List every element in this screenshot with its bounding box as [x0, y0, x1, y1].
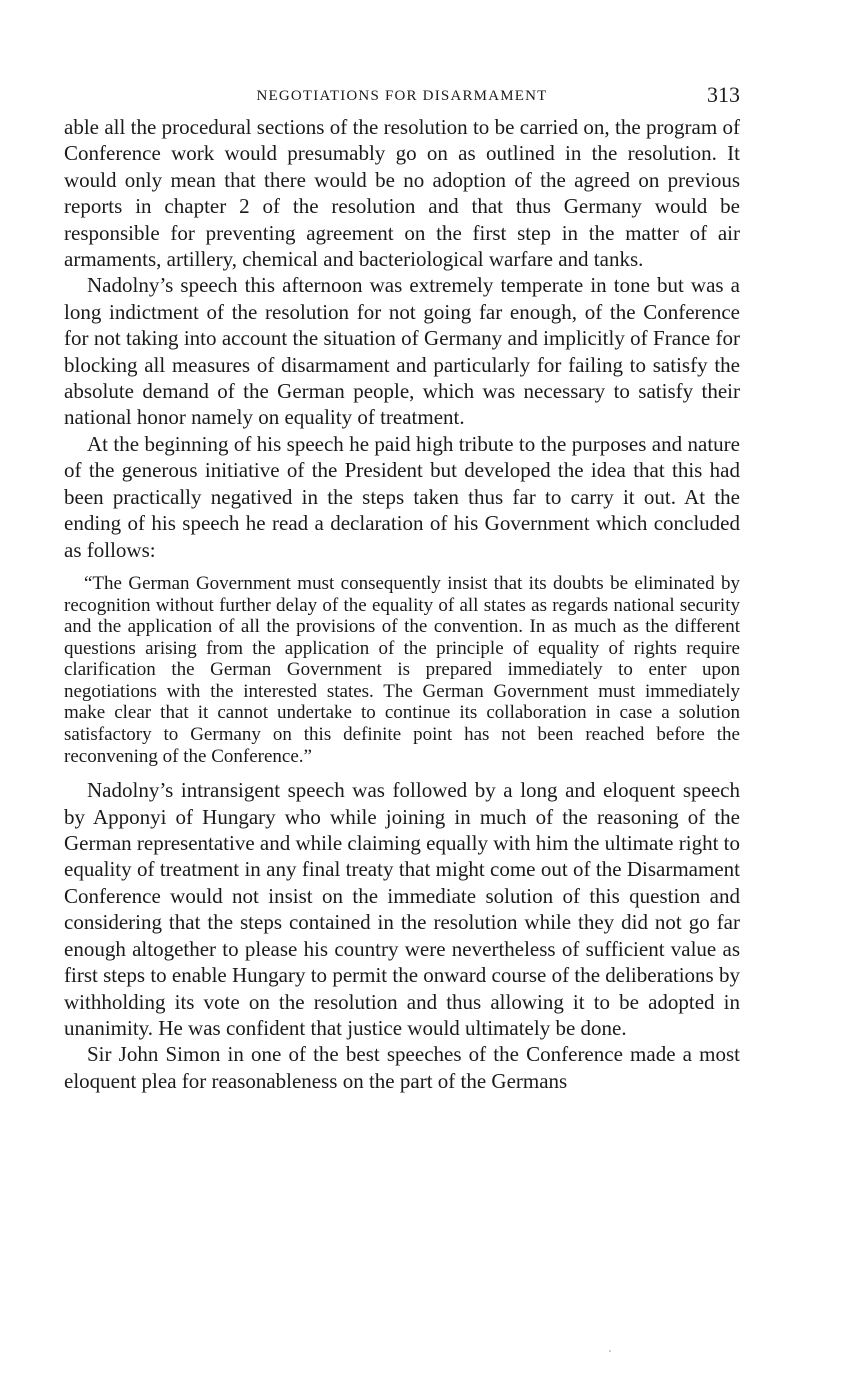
paragraph-apponyi-speech: Nadolny’s intransigent speech was followed by a long and eloquent speech by Apponyi of Hungary who while joining in much of the reasoning of the German representative and while claiming equally with him the ultimate right to equality of treatment in any final treaty that might come out of the Disarmament Conference would not insist on the immediate solution of this question and considering that the steps contained in the resolution while they did not go far enough altogether to please his country were nevertheless of sufficient value as first steps to enable Hungary to permit the onward course of the deliberations by withholding its vote on the resolution and thus allowing it to be adopted in unanimity. He was confident that justice would ultimately be done.	[64, 778, 740, 1040]
running-title: NEGOTIATIONS FOR DISARMAMENT	[256, 88, 548, 104]
paragraph-simon-speech: Sir John Simon in one of the best speeches of the Conference made a most eloquent plea for reasonableness on the part of the Germans	[64, 1042, 740, 1093]
paragraph-nadolny-speech: Nadolny’s speech this afternoon was extremely temperate in tone but was a long indictment of the resolution for not going far enough, of the Conference for not taking into account the situation of Germany and implicitly of France for blocking all measures of disarmament and particularly for failing to satisfy the absolute demand of the German people, which was necessary to satisfy their national honor namely on equality of treatment.	[64, 273, 740, 430]
document-page	[64, 80, 740, 1094]
body-text	[64, 114, 740, 1094]
block-quote-german-declaration: “The German Government must consequently insist that its doubts be eliminated by recognition without further delay of the equality of all states as regards national security and the application of all the provisions of the convention. In as much as the different questions arising from the application of the principle of equality of rights require clarification the German Government is prepared immediately to enter upon negotiations with the interested states. The German Government must immediately make clear that it cannot undertake to continue its collaboration in case a solution satisfactory to Germany on this definite point has not been reached before the reconvening of the Conference.”	[64, 572, 740, 767]
paragraph-speech-beginning: At the beginning of his speech he paid high tribute to the purposes and nature of the generous initiative of the President but developed the idea that this had been practically negatived in the steps taken thus far to carry it out. At the ending of his speech he read a declaration of his Government which concluded as follows:	[64, 431, 740, 562]
paragraph-continuation: able all the procedural sections of the resolution to be carried on, the program of Conference work would presumably go on as outlined in the resolution. It would only mean that there would be no adoption of the agreed on previous reports in chapter 2 of the resolution and that thus Germany would be responsible for preventing agreement on the first step in the matter of air armaments, artillery, chemical and bacteriological warfare and tanks.	[64, 115, 740, 272]
page-number: 313	[707, 82, 740, 107]
page-speck-mark	[609, 1350, 611, 1352]
running-head	[64, 80, 740, 114]
